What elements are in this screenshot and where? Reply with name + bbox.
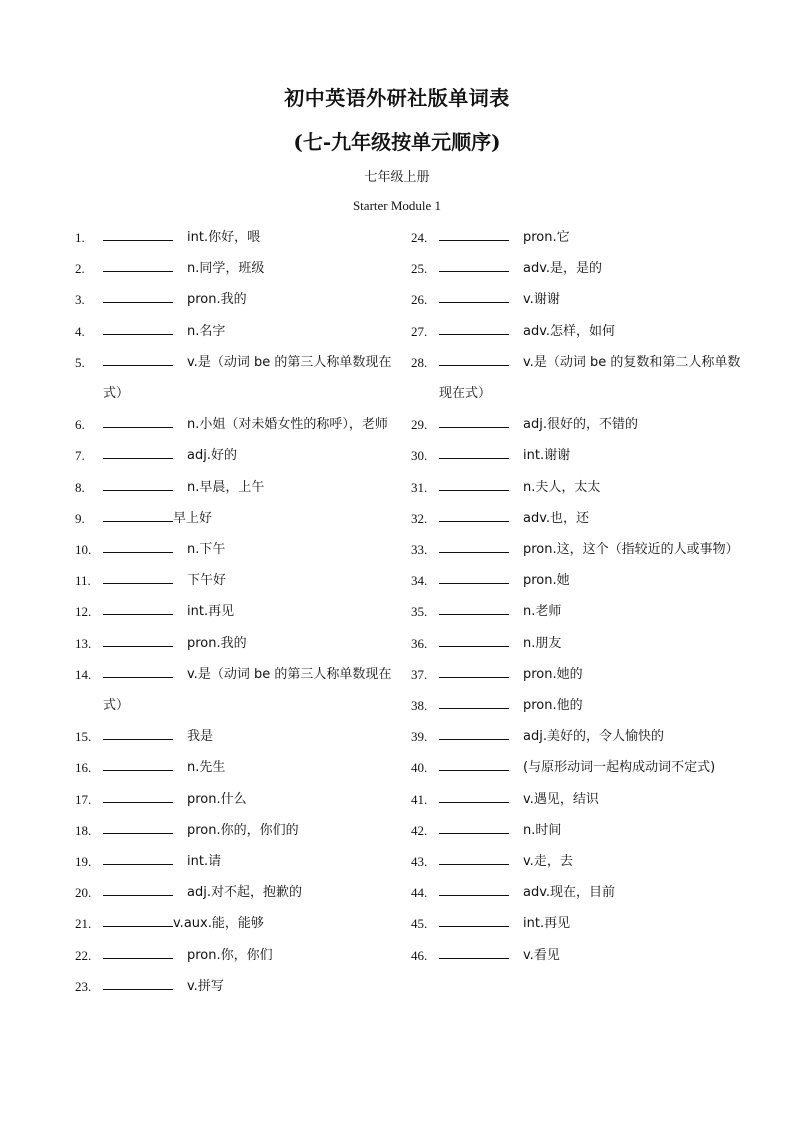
vocab-item [75,222,410,253]
item-definition: pron.你的，你们的 [187,822,299,838]
item-definition: n.早晨，上午 [187,479,265,495]
vocab-item [75,752,410,783]
vocab-item [75,472,410,503]
vocab-item [411,940,746,971]
item-number: 14. [75,666,92,682]
item-definition: v.是（动词 be 的第三人称单数现在式） [103,666,392,714]
item-number: 41. [411,791,428,807]
item-number: 40. [411,760,428,776]
vocab-item [411,815,746,846]
answer-blank[interactable] [103,225,173,241]
vocab-item [75,940,410,971]
item-definition: (与原形动词一起构成动词不定式) [523,760,716,776]
item-number: 39. [411,729,428,745]
vocab-item [75,253,410,284]
vocab-item [75,908,410,939]
vocab-item [75,534,410,565]
vocab-item [411,690,746,721]
item-definition: pron.我的 [187,292,247,308]
item-number: 27. [411,323,428,339]
page-subtitle: (七-九年级按单元顺序) [293,130,501,154]
vocab-item [75,784,410,815]
answer-blank[interactable] [103,506,173,522]
vocab-item [411,752,746,783]
item-definition: int.请 [187,854,222,870]
item-definition: n.老师 [523,604,562,620]
item-number: 13. [75,635,92,651]
item-definition: n.朋友 [523,635,562,651]
answer-blank[interactable] [439,350,509,366]
vocab-item [411,222,746,253]
item-number: 44. [411,885,428,901]
vocab-item [411,596,746,627]
item-definition: n.名字 [187,323,226,339]
item-definition: int.再见 [523,916,571,932]
answer-blank[interactable] [439,787,509,803]
item-definition: adv.现在，目前 [523,885,616,901]
item-definition: 早上好 [173,510,213,526]
vocab-item [411,877,746,908]
vocab-item [75,284,410,315]
item-number: 26. [411,292,428,308]
item-number: 37. [411,666,428,682]
item-definition: adv.怎样，如何 [523,323,616,339]
item-number: 1. [75,230,85,245]
item-definition: int.再见 [187,604,235,620]
answer-blank[interactable] [103,849,173,865]
vocab-item [75,846,410,877]
left-word-column [75,222,410,1002]
vocab-item [75,440,410,471]
item-definition: adj.好的 [187,448,237,464]
item-definition: 我是 [187,729,214,745]
item-number: 25. [411,261,428,277]
item-definition: 下午好 [187,573,227,589]
answer-blank[interactable] [103,256,173,272]
answer-blank[interactable] [103,537,173,553]
item-number: 21. [75,916,92,932]
vocab-item [411,534,746,565]
item-definition: v.走，去 [523,854,573,870]
item-number: 38. [411,698,428,714]
item-definition: n.夫人，太太 [523,479,601,495]
answer-blank[interactable] [103,350,173,366]
answer-blank[interactable] [103,724,173,740]
item-number: 42. [411,822,428,838]
item-number: 29. [411,417,428,433]
item-number: 22. [75,947,92,963]
answer-blank[interactable] [439,475,509,491]
vocab-item [411,316,746,347]
item-number: 5. [75,354,85,370]
vocab-item [411,284,746,315]
answer-blank[interactable] [103,412,173,428]
vocab-item [411,659,746,690]
vocab-item [75,721,410,752]
vocab-item [75,971,410,1002]
item-definition: pron.什么 [187,791,247,807]
item-number: 9. [75,510,85,526]
item-number: 28. [411,354,428,370]
vocab-item [411,503,746,534]
item-definition: adv.也，还 [523,510,590,526]
vocab-item [411,347,746,409]
item-number: 6. [75,417,85,433]
answer-blank[interactable] [103,319,173,335]
answer-blank[interactable] [439,225,509,241]
item-number: 36. [411,635,428,651]
answer-blank[interactable] [439,662,509,678]
answer-blank[interactable] [103,568,173,584]
answer-blank[interactable] [103,631,173,647]
item-number: 46. [411,947,428,963]
item-definition: n.下午 [187,542,226,558]
item-number: 7. [75,448,85,464]
item-number: 3. [75,292,85,308]
vocab-item [75,628,410,659]
vocab-item [411,721,746,752]
vocab-item [411,846,746,877]
item-definition: pron.她的 [523,666,583,682]
vocab-item [75,409,410,440]
item-definition: adv.是，是的 [523,261,603,277]
item-number: 12. [75,604,92,620]
answer-blank[interactable] [439,693,509,709]
item-definition: pron.他的 [523,698,583,714]
answer-blank[interactable] [439,443,509,459]
item-number: 16. [75,760,92,776]
vocab-item [411,784,746,815]
item-number: 19. [75,854,92,870]
vocab-item [75,503,410,534]
vocab-item [75,815,410,846]
vocab-item [411,472,746,503]
answer-blank[interactable] [103,755,173,771]
item-number: 17. [75,791,92,807]
vocab-item [75,565,410,596]
item-definition: v.看见 [523,947,560,963]
item-definition: n.同学，班级 [187,261,265,277]
vocab-item [75,596,410,627]
vocab-item [75,877,410,908]
answer-blank[interactable] [439,943,509,959]
vocab-item [411,628,746,659]
item-number: 43. [411,854,428,870]
answer-blank[interactable] [103,880,173,896]
item-number: 35. [411,604,428,620]
item-definition: int.谢谢 [523,448,571,464]
item-number: 2. [75,261,85,277]
answer-blank[interactable] [103,599,173,615]
answer-blank[interactable] [439,568,509,584]
answer-blank[interactable] [103,287,173,303]
vocab-item [411,409,746,440]
vocab-item [411,253,746,284]
vocab-item [75,316,410,347]
answer-blank[interactable] [439,849,509,865]
item-definition: adj.美好的，令人愉快的 [523,729,664,745]
item-number: 30. [411,448,428,464]
item-number: 23. [75,978,92,994]
answer-blank[interactable] [439,256,509,272]
answer-blank[interactable] [439,319,509,335]
answer-blank[interactable] [439,599,509,615]
right-word-column [411,222,746,971]
item-definition: adj.对不起，抱歉的 [187,885,302,901]
item-definition: v.遇见，结识 [523,791,599,807]
item-definition: pron.它 [523,230,570,245]
item-definition: pron.她 [523,573,570,589]
item-definition: v.拼写 [187,978,224,994]
item-definition: adj.很好的，不错的 [523,417,638,433]
vocab-item [75,347,410,409]
item-number: 45. [411,916,428,932]
item-definition: pron.你，你们 [187,947,273,963]
answer-blank[interactable] [103,443,173,459]
answer-blank[interactable] [439,287,509,303]
item-definition: pron.这，这个（指较近的人或事物） [523,542,739,558]
item-definition: v.是（动词 be 的第三人称单数现在式） [103,354,392,402]
item-number: 20. [75,885,92,901]
answer-blank[interactable] [103,911,173,927]
vocab-item [411,440,746,471]
answer-blank[interactable] [439,412,509,428]
item-number: 33. [411,542,428,558]
module-heading: Starter Module 1 [352,198,442,213]
vocab-item [75,659,410,721]
item-number: 15. [75,729,92,745]
item-definition: v.aux.能，能够 [173,916,264,932]
answer-blank[interactable] [439,631,509,647]
item-number: 18. [75,822,92,838]
answer-blank[interactable] [439,755,509,771]
item-definition: n.小姐（对未婚女性的称呼），老师 [187,417,388,433]
answer-blank[interactable] [439,818,509,834]
item-definition: n.时间 [523,822,562,838]
answer-blank[interactable] [439,537,509,553]
grade-heading: 七年级上册 [364,170,430,185]
item-number: 4. [75,323,85,339]
item-number: 34. [411,573,428,589]
answer-blank[interactable] [103,818,173,834]
answer-blank[interactable] [439,880,509,896]
item-number: 8. [75,479,85,495]
answer-blank[interactable] [103,662,173,678]
item-number: 32. [411,510,428,526]
answer-blank[interactable] [103,787,173,803]
answer-blank[interactable] [103,943,173,959]
answer-blank[interactable] [103,974,173,990]
answer-blank[interactable] [439,506,509,522]
vocab-item [411,908,746,939]
item-number: 24. [411,230,428,245]
item-definition: n.先生 [187,760,226,776]
answer-blank[interactable] [439,911,509,927]
item-definition: v.是（动词 be 的复数和第二人称单数现在式） [439,354,741,402]
item-number: 31. [411,479,428,495]
item-definition: pron.我的 [187,635,247,651]
item-number: 10. [75,542,92,558]
page-title: 初中英语外研社版单词表 [284,86,510,110]
vocab-item [411,565,746,596]
item-number: 11. [75,573,91,589]
answer-blank[interactable] [439,724,509,740]
answer-blank[interactable] [103,475,173,491]
item-definition: int.你好，喂 [187,230,261,245]
item-definition: v.谢谢 [523,292,560,308]
